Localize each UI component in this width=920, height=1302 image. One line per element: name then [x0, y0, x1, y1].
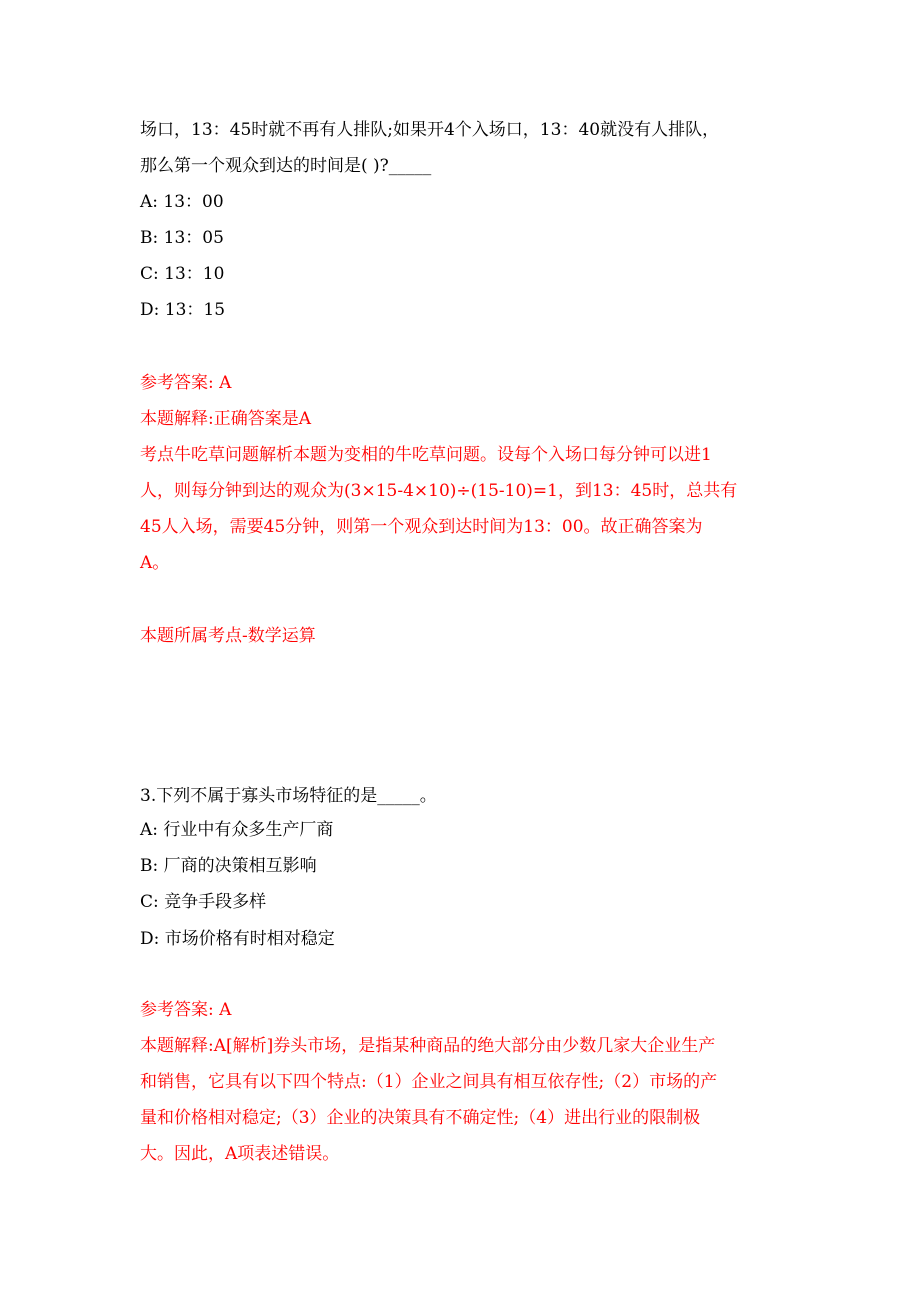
question-stem-line: 场口，13：45时就不再有人排队;如果开4个入场口，13：40就没有人排队，: [140, 120, 720, 140]
option-a: A: 13：00: [140, 192, 224, 212]
option-b: B: 13：05: [140, 228, 224, 248]
explanation-line: 和销售，它具有以下四个特点:（1）企业之间具有相互依存性;（2）市场的产: [140, 1072, 718, 1092]
explanation-line: 本题解释:A[解析]券头市场，是指某种商品的绝大部分由少数几家大企业生产: [140, 1036, 716, 1056]
option-c: C: 13：10: [140, 264, 225, 284]
explanation-detail-line: 45人入场，需要45分钟，则第一个观众到达时间为13：00。故正确答案为: [140, 517, 703, 537]
topic-label: 本题所属考点-数学运算: [140, 626, 316, 646]
explanation-detail-line: 考点牛吃草问题解析本题为变相的牛吃草问题。设每个入场口每分钟可以进1: [140, 445, 712, 465]
explanation-line: 量和价格相对稳定;（3）企业的决策具有不确定性;（4）进出行业的限制极: [140, 1108, 701, 1128]
option-d: D: 13：15: [140, 300, 226, 320]
option-a: A: 行业中有众多生产厂商: [140, 820, 334, 840]
explanation-detail-line: A。: [140, 553, 170, 573]
question-stem-line: 那么第一个观众到达的时间是( )?_____: [140, 156, 432, 176]
option-b: B: 厂商的决策相互影响: [140, 856, 317, 876]
option-d: D: 市场价格有时相对稳定: [140, 929, 335, 949]
question-stem: 3.下列不属于寡头市场特征的是_____。: [140, 786, 437, 806]
reference-answer: 参考答案: A: [140, 373, 232, 393]
option-c: C: 竞争手段多样: [140, 892, 267, 912]
explanation-detail-line: 人，则每分钟到达的观众为(3×15-4×10)÷(15-10)=1，到13：45时，总共有: [140, 481, 738, 501]
answer-explanation: 本题解释:正确答案是A: [140, 409, 312, 429]
explanation-line: 大。因此，A项表述错误。: [140, 1144, 340, 1164]
reference-answer: 参考答案: A: [140, 1000, 232, 1020]
